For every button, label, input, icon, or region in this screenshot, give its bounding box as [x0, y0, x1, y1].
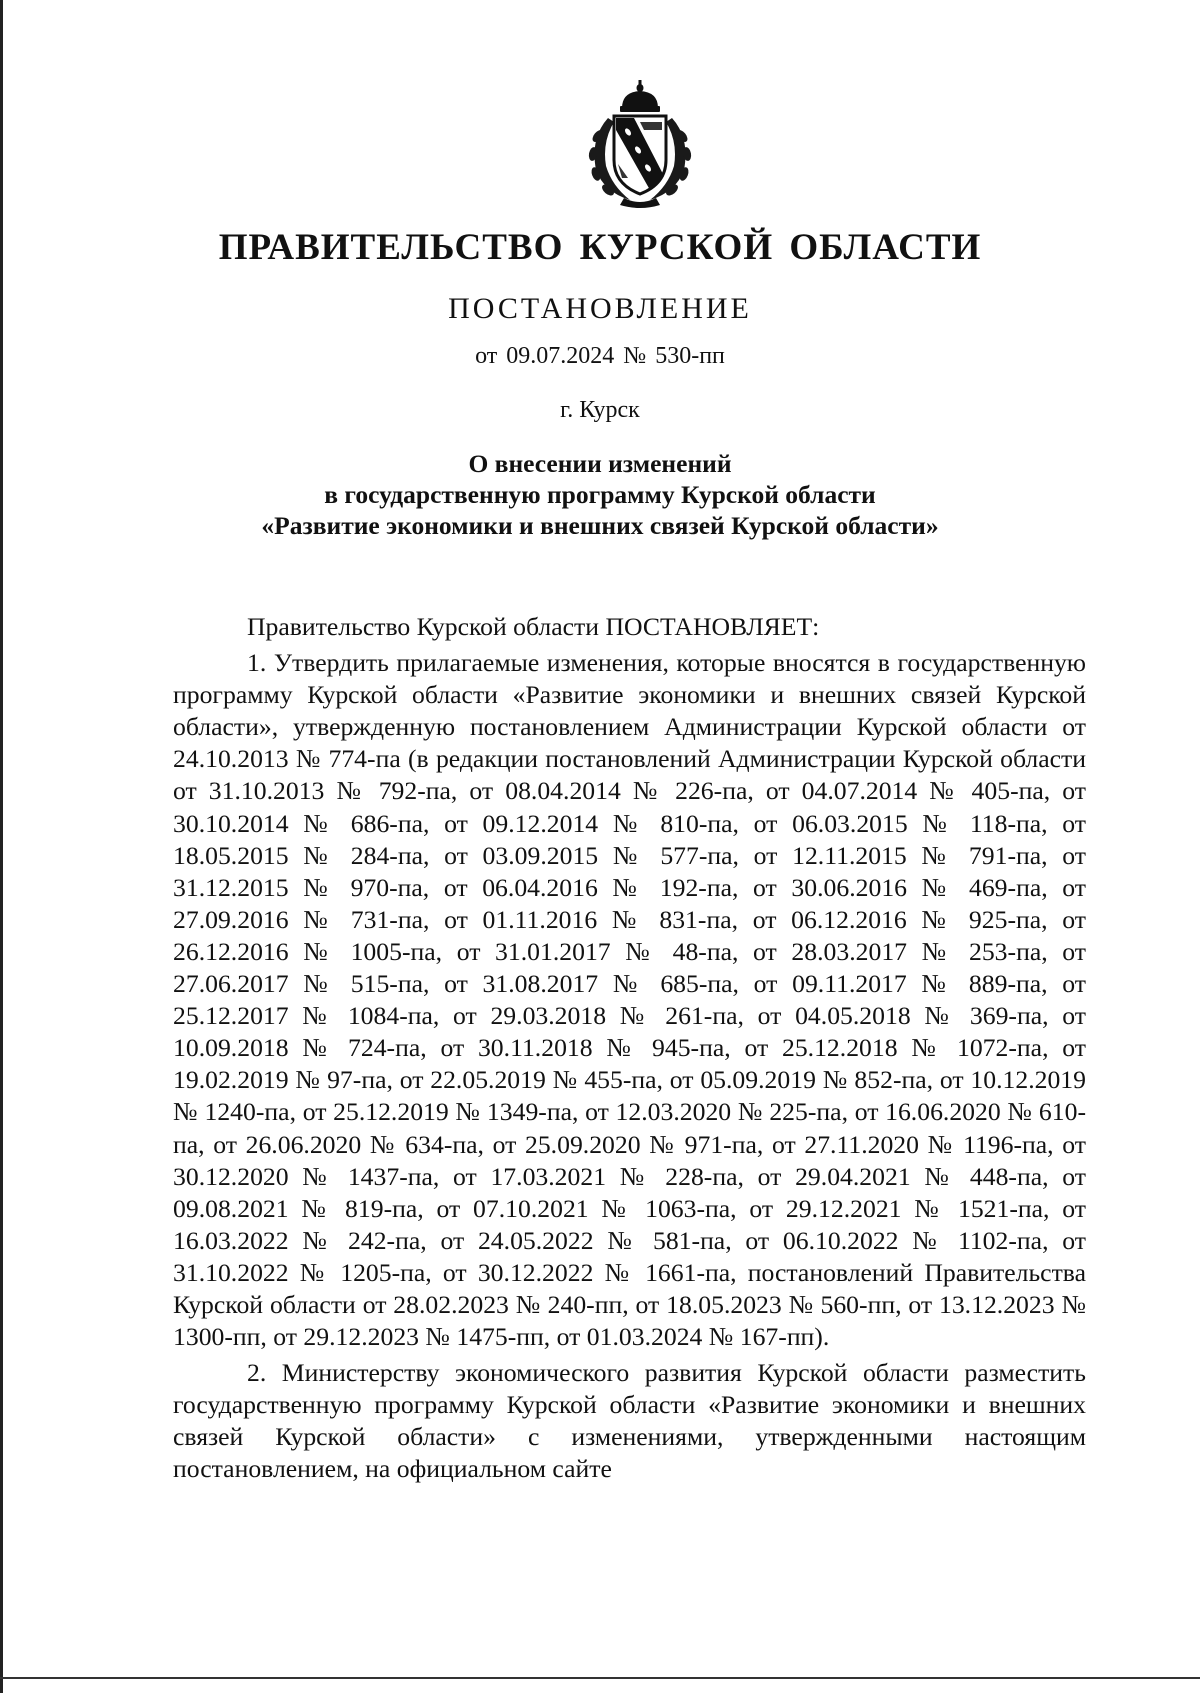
- document-type: ПОСТАНОВЛЕНИЕ: [448, 292, 752, 325]
- clause-1: 1. Утвердить прилагаемые изменения, которые вносятся в государственную программу Курской области «Развитие экономики и внешних связей Курской области», утвержденную постановлением Администрации Курской области от 24.10.2013 № 774-па (в редакции постановлений Администрации Курской области от 31.10.2013 № 792-па, от 08.04.2014 № 226-па, от 04.07.2014 № 405-па, от 30.10.2014 № 686-па, от 09.12.2014 № 810-па, от 06.03.2015 № 118-па, от 18.05.2015 № 284-па, от 03.09.2015 № 577-па, от 12.11.2015 № 791-па, от 31.12.2015 № 970-па, от 06.04.2016 № 192-па, от 30.06.2016 № 469-па, от 27.09.2016 № 731-па, от 01.11.2016 № 831-па, от 06.12.2016 № 925-па, от 26.12.2016 № 1005-па, от 31.01.2017 № 48-па, от 28.03.2017 № 253-па, от 27.06.2017 № 515-па, от 31.08.2017 № 685-па, от 09.11.2017 № 889-па, от 25.12.2017 № 1084-па, от 29.03.2018 № 261-па, от 04.05.2018 № 369-па, от 10.09.2018 № 724-па, от 30.11.2018 № 945-па, от 25.12.2018 № 1072-па, от 19.02.2019 № 97-па, от 22.05.2019 № 455-па, от 05.09.2019 № 852-па, от 10.12.2019 № 1240-па, от 25.12.2019 № 1349-па, от 12.03.2020 № 225-па, от 16.06.2020 № 610-па, от 26.06.2020 № 634-па, от 25.09.2020 № 971-па, от 27.11.2020 № 1196-па, от 30.12.2020 № 1437-па, от 17.03.2021 № 228-па, от 29.04.2021 № 448-па, от 09.08.2021 № 819-па, от 07.10.2021 № 1063-па, от 29.12.2021 № 1521-па, от 16.03.2022 № 242-па, от 24.05.2022 № 581-па, от 06.10.2022 № 1102-па, от 31.10.2022 № 1205-па, от 30.12.2022 № 1661-па, постановлений Правительства Курской области от 28.02.2023 № 240-пп, от 18.05.2023 № 560-пп, от 13.12.2023 № 1300-пп, от 29.12.2023 № 1475-пп, от 01.03.2024 № 167-пп).: [173, 648, 1086, 1352]
- subject-line: в государственную программу Курской области: [324, 480, 876, 509]
- clause-2: 2. Министерству экономического развития Курской области разместить государственную программу Курской области «Развитие экономики и внешних связей Курской области» с изменениями, утвержденными настоящим постановлением, на официальном сайте: [173, 1358, 1086, 1484]
- document-number: от 09.07.2024 № 530-пп: [475, 343, 725, 369]
- scan-edge: [0, 1677, 1200, 1679]
- document-subject: [0, 448, 1200, 541]
- government-title: ПРАВИТЕЛЬСТВО КУРСКОЙ ОБЛАСТИ: [218, 227, 982, 268]
- kursk-coat-of-arms-icon: [578, 78, 702, 208]
- subject-line: О внесении изменений: [468, 449, 732, 478]
- document-city: г. Курск: [560, 397, 640, 423]
- document-body: [173, 611, 1086, 1486]
- subject-line: «Развитие экономики и внешних связей Курской области»: [261, 511, 939, 540]
- body-intro: Правительство Курской области ПОСТАНОВЛЯЕТ:: [247, 612, 820, 641]
